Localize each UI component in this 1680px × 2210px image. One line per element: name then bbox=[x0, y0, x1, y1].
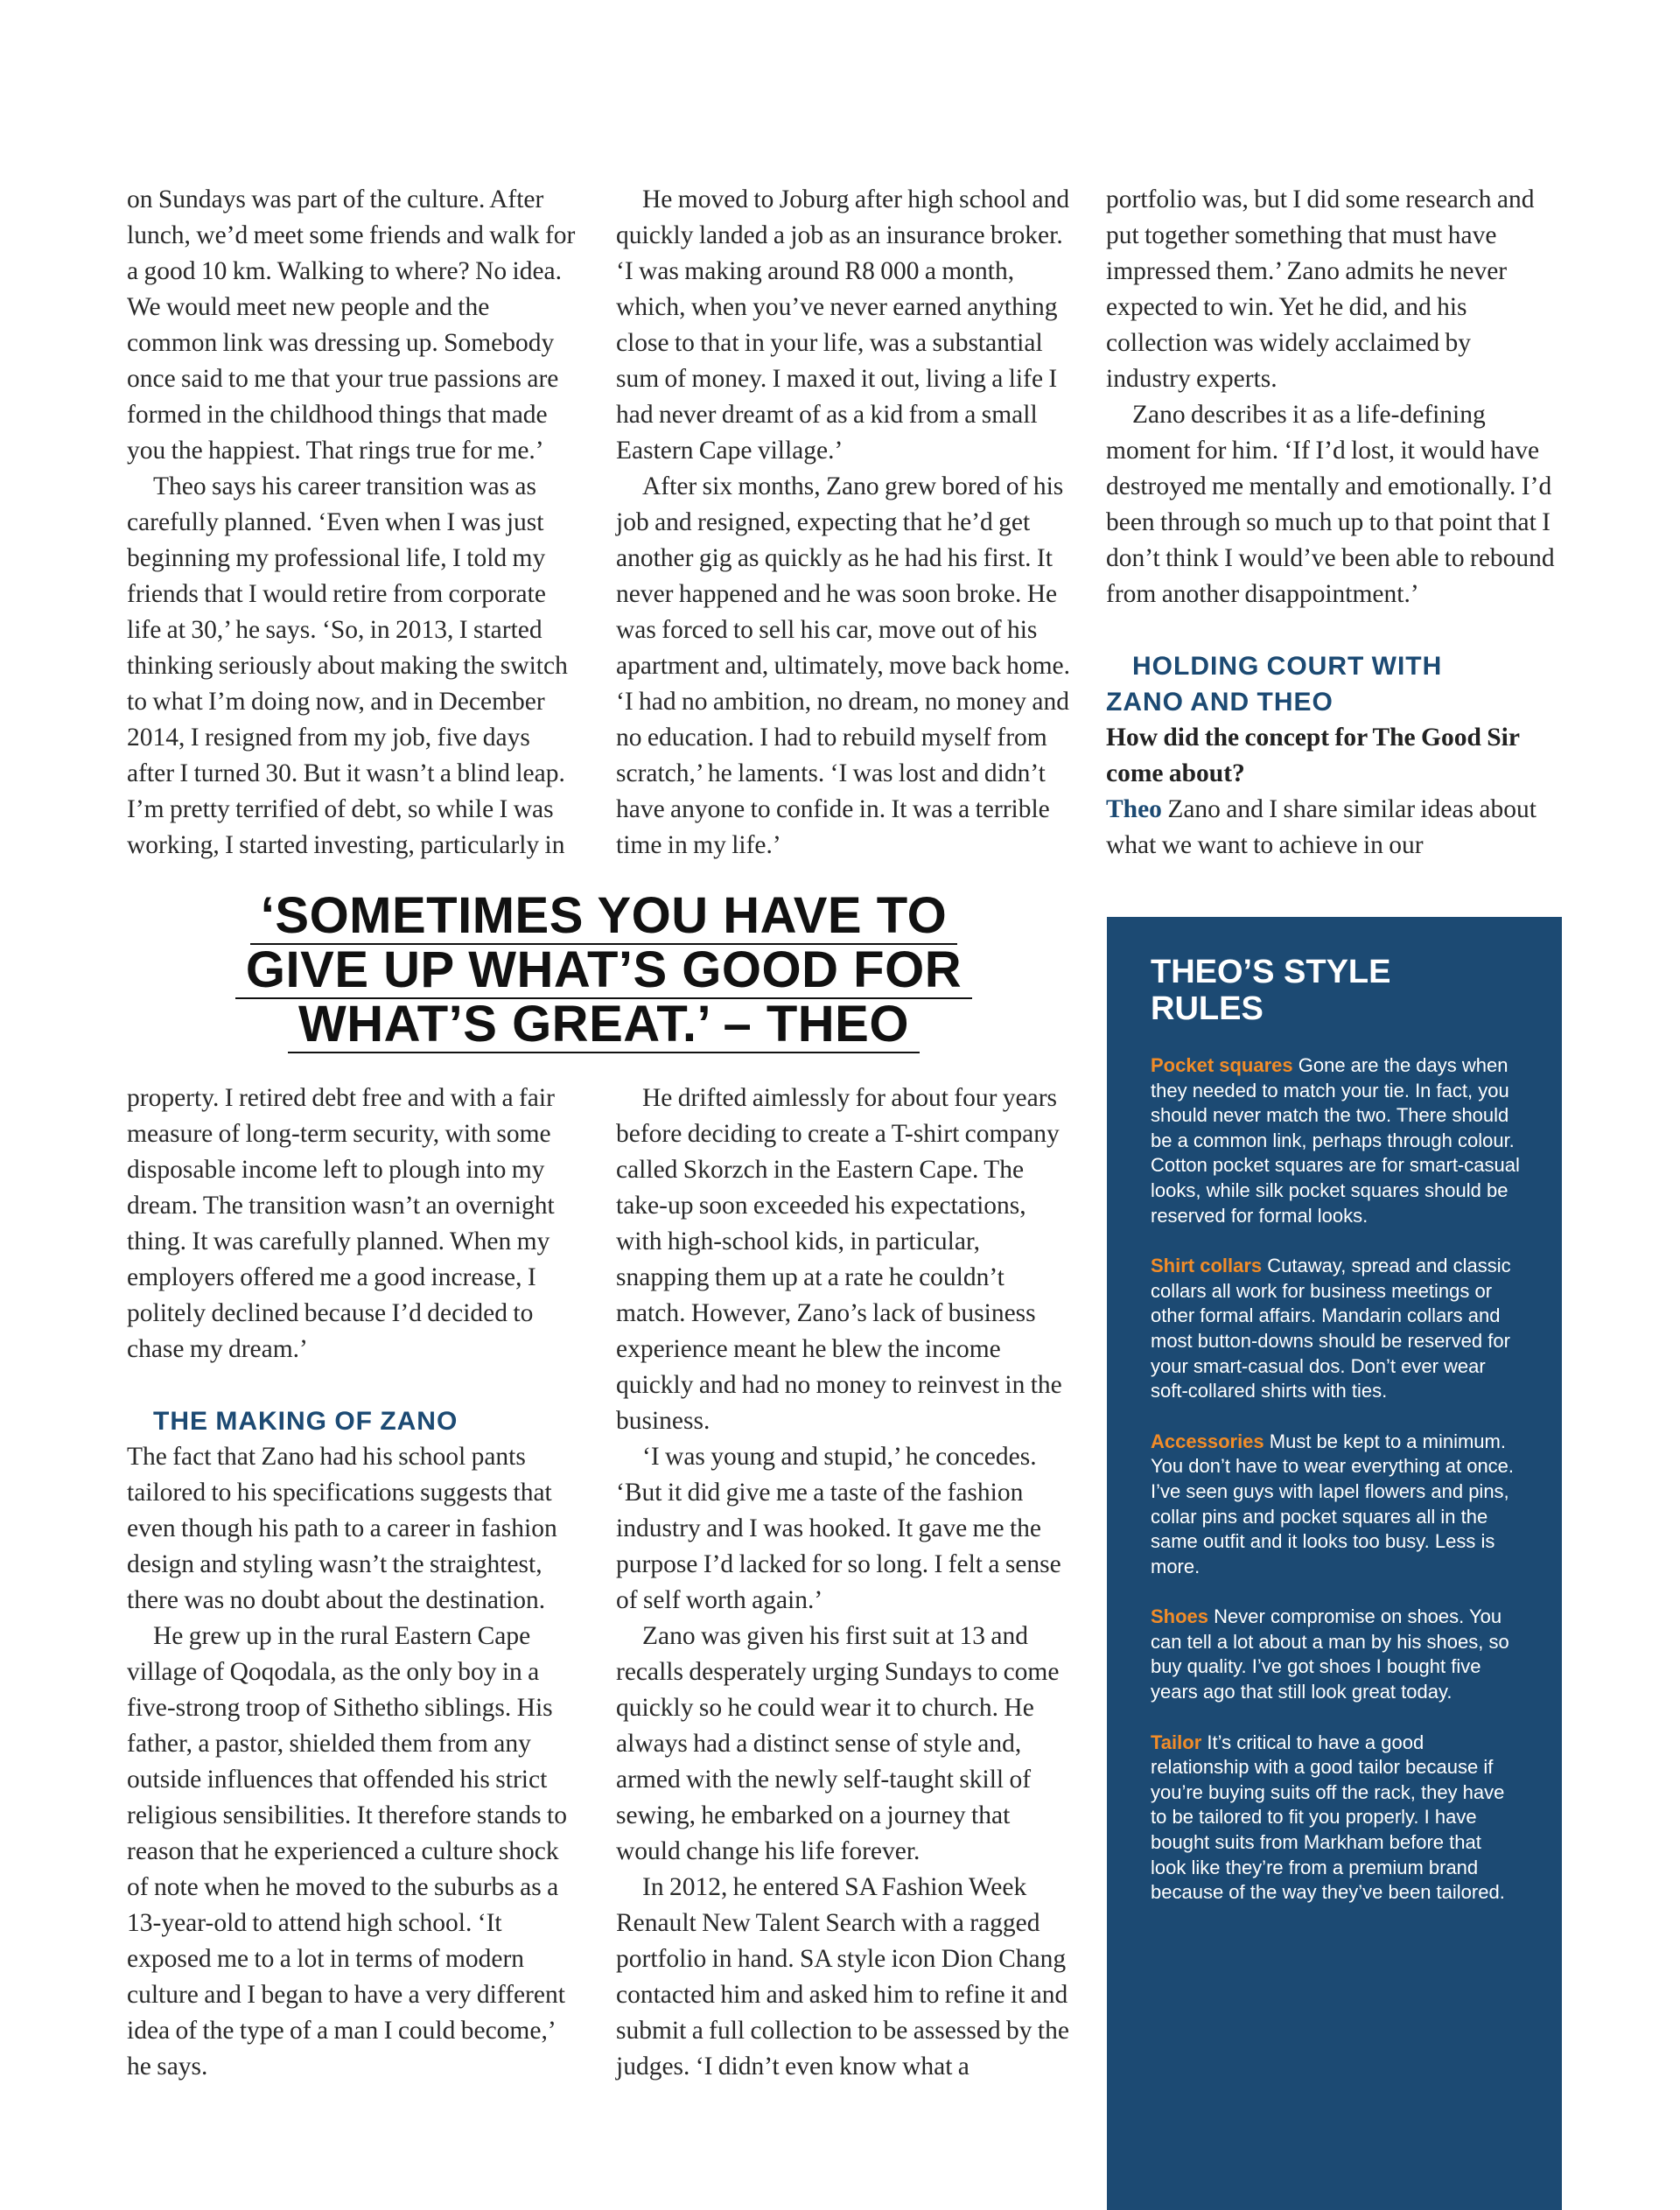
article-column-2-bottom bbox=[616, 1081, 1071, 2085]
article-column-1-top bbox=[127, 182, 582, 864]
paragraph: He grew up in the rural Eastern Cape village of Qoqodala, as the only boy in a five-strong troop of Sithetho siblings. His father, a pastor, shielded them from any outside influences that offended his strict religious sensibilities. It therefore stands to reason that he experienced a culture shock of note when he moved to the suburbs as a 13-year-old to attend high school. ‘It exposed me to a lot in terms of modern culture and I began to have a very different idea of the type of a man I could become,’ he says. bbox=[127, 1622, 567, 2081]
style-rules-sidebar bbox=[1107, 917, 1562, 2210]
rule-text: Must be kept to a minimum. You don’t have to wear everything at once. I’ve seen guys with lapel flowers and pins, collar pins and pocket squares all in the same outfit and it looks too busy. Less is more. bbox=[1151, 1430, 1515, 1577]
subhead-line: ZANO AND THEO bbox=[1106, 688, 1334, 717]
answer-text: Zano and I share similar ideas about what we want to achieve in our bbox=[1106, 795, 1536, 859]
rule-text: It’s critical to have a good relationship with a good tailor because if you’re buying suits off the rack, they have to be tailored to fit you properly. I have bought suits from Markham before that look like they’re from a premium brand because of the way they’ve been tailored. bbox=[1151, 1731, 1505, 1904]
interview-answer bbox=[1106, 792, 1561, 864]
article-column-3-top bbox=[1106, 182, 1561, 864]
paragraph: on Sundays was part of the culture. After lunch, we’d meet some friends and walk for a good 10 km. Walking to where? No idea. We would meet new people and the common link was dressing up. Somebody once said to me that your true passions are formed in the childhood things that made you the happiest. That rings true for me.’ bbox=[127, 185, 576, 465]
paragraph: Theo says his career transition was as carefully planned. ‘Even when I was just beginning my professional life, I told my friends that I would retire from corporate life at 30,’ he says. ‘So, in 2013, I started thinking seriously about making the switch to what I’m doing now, and in December 2014, I resigned from my job, five days after I turned 30. But it wasn’t a blind leap. I’m pretty terrified of debt, so while I was working, I started investing, particularly in bbox=[127, 472, 568, 859]
paragraph: property. I retired debt free and with a fair measure of long-term security, with some disposable income left to plough into my dream. The transition wasn’t an overnight thing. It was carefully planned. When my employers offered me a good increase, I politely declined because I’d decided to chase my dream.’ bbox=[127, 1084, 555, 1363]
paragraph: He moved to Joburg after high school and quickly landed a job as an insurance broker. ‘I was making around R8 000 a month, which, when you’ve never earned anything close to that in your life, was a substantial sum of money. I maxed it out, living a life I had never dreamt of as a kid from a small Eastern Cape village.’ bbox=[616, 185, 1070, 465]
pull-quote bbox=[122, 887, 1085, 1053]
interview-question: How did the concept for The Good Sir come about? bbox=[1106, 724, 1520, 787]
article-column-1-bottom bbox=[127, 1081, 582, 2085]
rule-name: Shirt collars bbox=[1151, 1255, 1263, 1277]
sidebar-title bbox=[1151, 954, 1520, 1027]
section-subhead-making-of-zano: THE MAKING OF ZANO bbox=[153, 1407, 458, 1436]
speaker-name: Theo bbox=[1106, 795, 1162, 823]
rule-name: Pocket squares bbox=[1151, 1054, 1293, 1076]
pull-quote-line: GIVE UP WHAT’S GOOD FOR bbox=[235, 945, 972, 999]
style-rule-tailor bbox=[1151, 1731, 1520, 1906]
style-rule-shirt-collars bbox=[1151, 1254, 1520, 1404]
rule-name: Accessories bbox=[1151, 1430, 1264, 1452]
rule-text: Cutaway, spread and classic collars all work for business meetings or other formal affairs. Mandarin collars and most button-downs should be reserved for your smart-casual dos. Don’t ever wear soft-collared shirts with ties. bbox=[1151, 1255, 1511, 1402]
paragraph: portfolio was, but I did some research and put together something that must have impressed them.’ Zano admits he never expected to win. Yet he did, and his collection was widely acclaimed by industry experts. bbox=[1106, 185, 1535, 393]
sidebar-title-line: RULES bbox=[1151, 990, 1264, 1027]
paragraph: Zano describes it as a life-defining moment for him. ‘If I’d lost, it would have destroyed me mentally and emotionally. I’d been through so much up to that point that I don’t think I would’ve been able to rebound from another disappointment.’ bbox=[1106, 401, 1555, 608]
paragraph: Zano was given his first suit at 13 and recalls desperately urging Sundays to come quickly so he could wear it to church. He always had a distinct sense of style and, armed with the newly self-taught skill of sewing, he embarked on a journey that would change his life forever. bbox=[616, 1622, 1060, 1865]
sidebar-title-line: THEO’S STYLE bbox=[1151, 954, 1391, 990]
style-rule-pocket-squares bbox=[1151, 1053, 1520, 1228]
rule-name: Tailor bbox=[1151, 1731, 1202, 1753]
style-rule-accessories bbox=[1151, 1430, 1520, 1580]
style-rule-shoes bbox=[1151, 1605, 1520, 1704]
paragraph: After six months, Zano grew bored of his job and resigned, expecting that he’d get another gig as quickly as he had his first. It never happened and he was soon broke. He was forced to sell his car, move out of his apartment and, ultimately, move back home. ‘I had no ambition, no dream, no money and no education. I had to rebuild myself from scratch,’ he laments. ‘I was lost and didn’t have anyone to confide in. It was a terrible time in my life.’ bbox=[616, 472, 1070, 859]
paragraph: He drifted aimlessly for about four years before deciding to create a T-shirt company called Skorzch in the Eastern Cape. The take-up soon exceeded his expectations, with high-school kids, in particular, snapping them up at a rate he couldn’t match. However, Zano’s lack of business experience meant he blew the income quickly and had no money to reinvest in the business. bbox=[616, 1084, 1062, 1435]
section-subhead-holding-court bbox=[1106, 648, 1561, 720]
paragraph: The fact that Zano had his school pants tailored to his specifications suggests that even though his path to a career in fashion design and styling wasn’t the straightest, there was no doubt about the destination. bbox=[127, 1443, 557, 1614]
paragraph: In 2012, he entered SA Fashion Week Renault New Talent Search with a ragged portfolio in hand. SA style icon Dion Chang contacted him and asked him to refine it and submit a full collection to be assessed by the judges. ‘I didn’t even know what a bbox=[616, 1873, 1069, 2081]
pull-quote-line: WHAT’S GREAT.’ – THEO bbox=[288, 999, 920, 1053]
paragraph: ‘I was young and stupid,’ he concedes. ‘But it did give me a taste of the fashion industry and I was hooked. It gave me the purpose I’d lacked for so long. I felt a sense of self worth again.’ bbox=[616, 1443, 1061, 1614]
pull-quote-line: ‘SOMETIMES YOU HAVE TO bbox=[250, 891, 957, 945]
rule-name: Shoes bbox=[1151, 1605, 1209, 1628]
article-column-2-top bbox=[616, 182, 1071, 864]
rule-text: Never compromise on shoes. You can tell a lot about a man by his shoes, so buy quality. I’ve got shoes I bought five years ago that still look great today. bbox=[1151, 1605, 1509, 1703]
rule-text: Gone are the days when they needed to match your tie. In fact, you should never match the two. There should be a common link, perhaps through colour. Cotton pocket squares are for smart-casual looks, while silk pocket squares should be reserved for formal looks. bbox=[1151, 1054, 1520, 1227]
subhead-line: HOLDING COURT WITH bbox=[1132, 652, 1443, 681]
